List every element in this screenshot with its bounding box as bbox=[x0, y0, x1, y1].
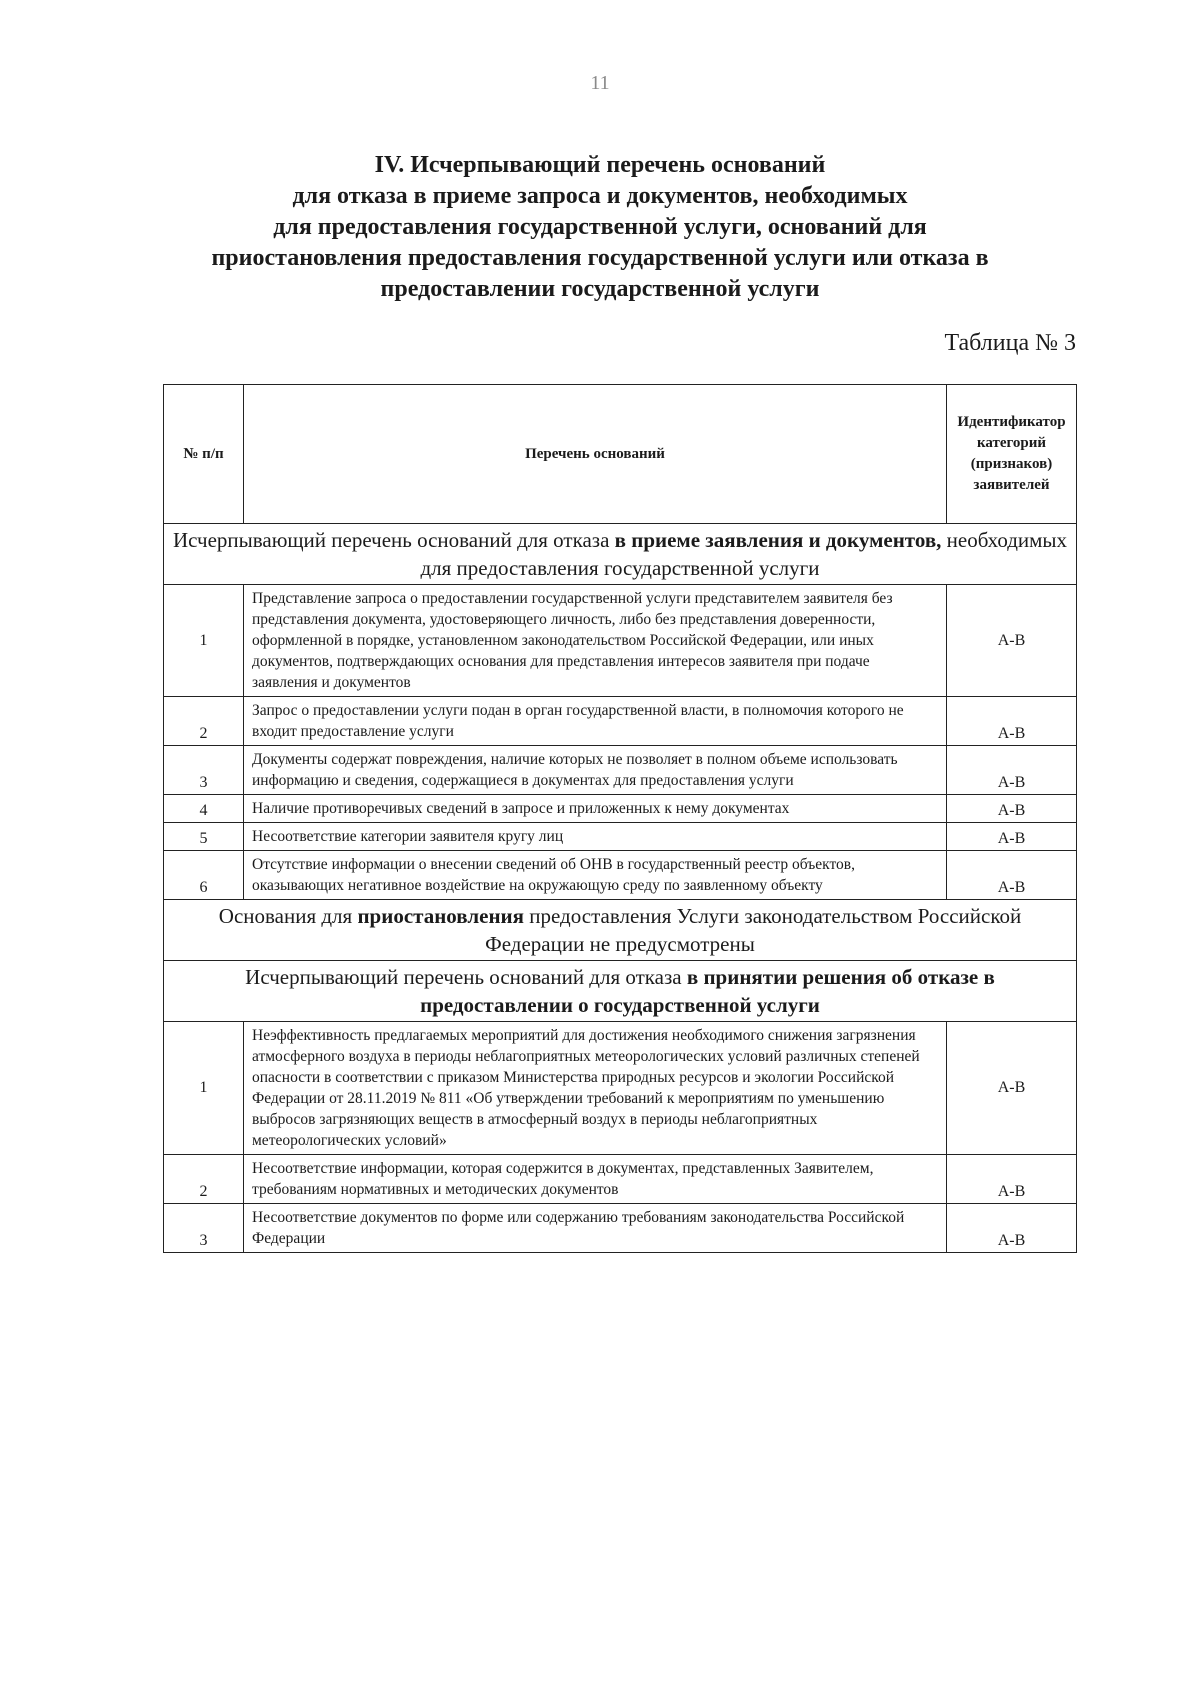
row-category-code: А-В bbox=[947, 823, 1077, 851]
section-title-row bbox=[164, 524, 1077, 585]
table-row bbox=[164, 1022, 1077, 1155]
row-number: 5 bbox=[164, 823, 244, 851]
table-row bbox=[164, 823, 1077, 851]
section-heading bbox=[130, 150, 1070, 305]
row-ground: Наличие противоречивых сведений в запросе и приложенных к нему документах bbox=[244, 795, 947, 823]
section-title-text: Исчерпывающий перечень оснований для отказа bbox=[245, 965, 687, 989]
row-category-code: А-В bbox=[947, 585, 1077, 697]
table-row bbox=[164, 1155, 1077, 1204]
section-title-text: необходимых для предоставления государственной услуги bbox=[420, 528, 1068, 580]
table-header-row bbox=[164, 385, 1077, 524]
row-ground: Несоответствие категории заявителя кругу лиц bbox=[244, 823, 947, 851]
section-title-text: предоставления Услуги законодательством Российской Федерации не предусмотрены bbox=[485, 904, 1022, 956]
row-number: 2 bbox=[164, 1155, 244, 1204]
table-row bbox=[164, 851, 1077, 900]
table-row bbox=[164, 585, 1077, 697]
section-title-row bbox=[164, 900, 1077, 961]
row-ground: Несоответствие документов по форме или содержанию требованиям законодательства Российской Федерации bbox=[244, 1204, 947, 1253]
heading-line: предоставлении государственной услуги bbox=[380, 276, 820, 302]
table-row bbox=[164, 697, 1077, 746]
row-ground: Неэффективность предлагаемых мероприятий для достижения необходимого снижения загрязнения атмосферного воздуха в периоды неблагоприятных метеорологических условий различных степеней опасности в соответствии с приказом Министерства природных ресурсов и экологии Российской Федерации от 28.11.2019 № 811 «Об утверждении требований к мероприятиям по уменьшению выбросов загрязняющих веществ в атмосферный воздух в периоды неблагоприятных метеорологических условий» bbox=[244, 1022, 947, 1155]
row-ground: Отсутствие информации о внесении сведений об ОНВ в государственный реестр объектов, оказывающих негативное воздействие на окружающую среду по заявленному объекту bbox=[244, 851, 947, 900]
row-ground: Документы содержат повреждения, наличие которых не позволяет в полном объеме использовать информацию и сведения, содержащиеся в документах для предоставления услуги bbox=[244, 746, 947, 795]
table-row bbox=[164, 1204, 1077, 1253]
heading-line: приостановления предоставления государственной услуги или отказа в bbox=[211, 245, 989, 271]
row-ground: Представление запроса о предоставлении государственной услуги представителем заявителя без представления документа, удостоверяющего личность, либо без представления доверенности, оформленной в порядке, установленном законодательством Российской Федерации, или иных документов, подтверждающих основания для представления интересов заявителя при подаче заявления и документов bbox=[244, 585, 947, 697]
row-number: 1 bbox=[164, 1022, 244, 1155]
section-title bbox=[164, 900, 1077, 961]
page-number: 11 bbox=[590, 72, 610, 94]
row-ground: Несоответствие информации, которая содержится в документах, представленных Заявителем, требованиям нормативных и методических документов bbox=[244, 1155, 947, 1204]
row-category-code: А-В bbox=[947, 697, 1077, 746]
section-title-text: Основания для bbox=[218, 904, 358, 928]
section-title-row bbox=[164, 961, 1077, 1022]
table-body bbox=[164, 524, 1077, 1253]
header-applicant-category: Идентификатор категорий (признаков) заявителей bbox=[947, 385, 1077, 524]
section-title-emphasis: приостановления bbox=[357, 904, 525, 928]
table-label: Таблица № 3 bbox=[944, 330, 1076, 356]
row-category-code: А-В bbox=[947, 1204, 1077, 1253]
row-number: 2 bbox=[164, 697, 244, 746]
row-number: 4 bbox=[164, 795, 244, 823]
row-category-code: А-В bbox=[947, 746, 1077, 795]
section-title-emphasis: в приеме заявления и документов, bbox=[614, 528, 942, 552]
row-category-code: А-В bbox=[947, 1022, 1077, 1155]
table-row bbox=[164, 746, 1077, 795]
heading-line: для предоставления государственной услуги, оснований для bbox=[273, 214, 927, 240]
row-number: 1 bbox=[164, 585, 244, 697]
section-title-emphasis: в принятии решения об отказе в предоставлении о государственной услуги bbox=[420, 965, 995, 1017]
row-number: 3 bbox=[164, 746, 244, 795]
section-title-text: Исчерпывающий перечень оснований для отказа bbox=[172, 528, 615, 552]
row-category-code: А-В bbox=[947, 851, 1077, 900]
grounds-table bbox=[163, 384, 1077, 1253]
header-number: № п/п bbox=[164, 385, 244, 524]
section-title bbox=[164, 961, 1077, 1022]
row-number: 3 bbox=[164, 1204, 244, 1253]
row-ground: Запрос о предоставлении услуги подан в орган государственной власти, в полномочия которого не входит предоставление услуги bbox=[244, 697, 947, 746]
row-category-code: А-В bbox=[947, 1155, 1077, 1204]
section-title bbox=[164, 524, 1077, 585]
row-category-code: А-В bbox=[947, 795, 1077, 823]
heading-line: для отказа в приеме запроса и документов, необходимых bbox=[292, 183, 908, 209]
table-row bbox=[164, 795, 1077, 823]
heading-line: IV. Исчерпывающий перечень оснований bbox=[374, 152, 826, 178]
row-number: 6 bbox=[164, 851, 244, 900]
header-grounds: Перечень оснований bbox=[244, 385, 947, 524]
